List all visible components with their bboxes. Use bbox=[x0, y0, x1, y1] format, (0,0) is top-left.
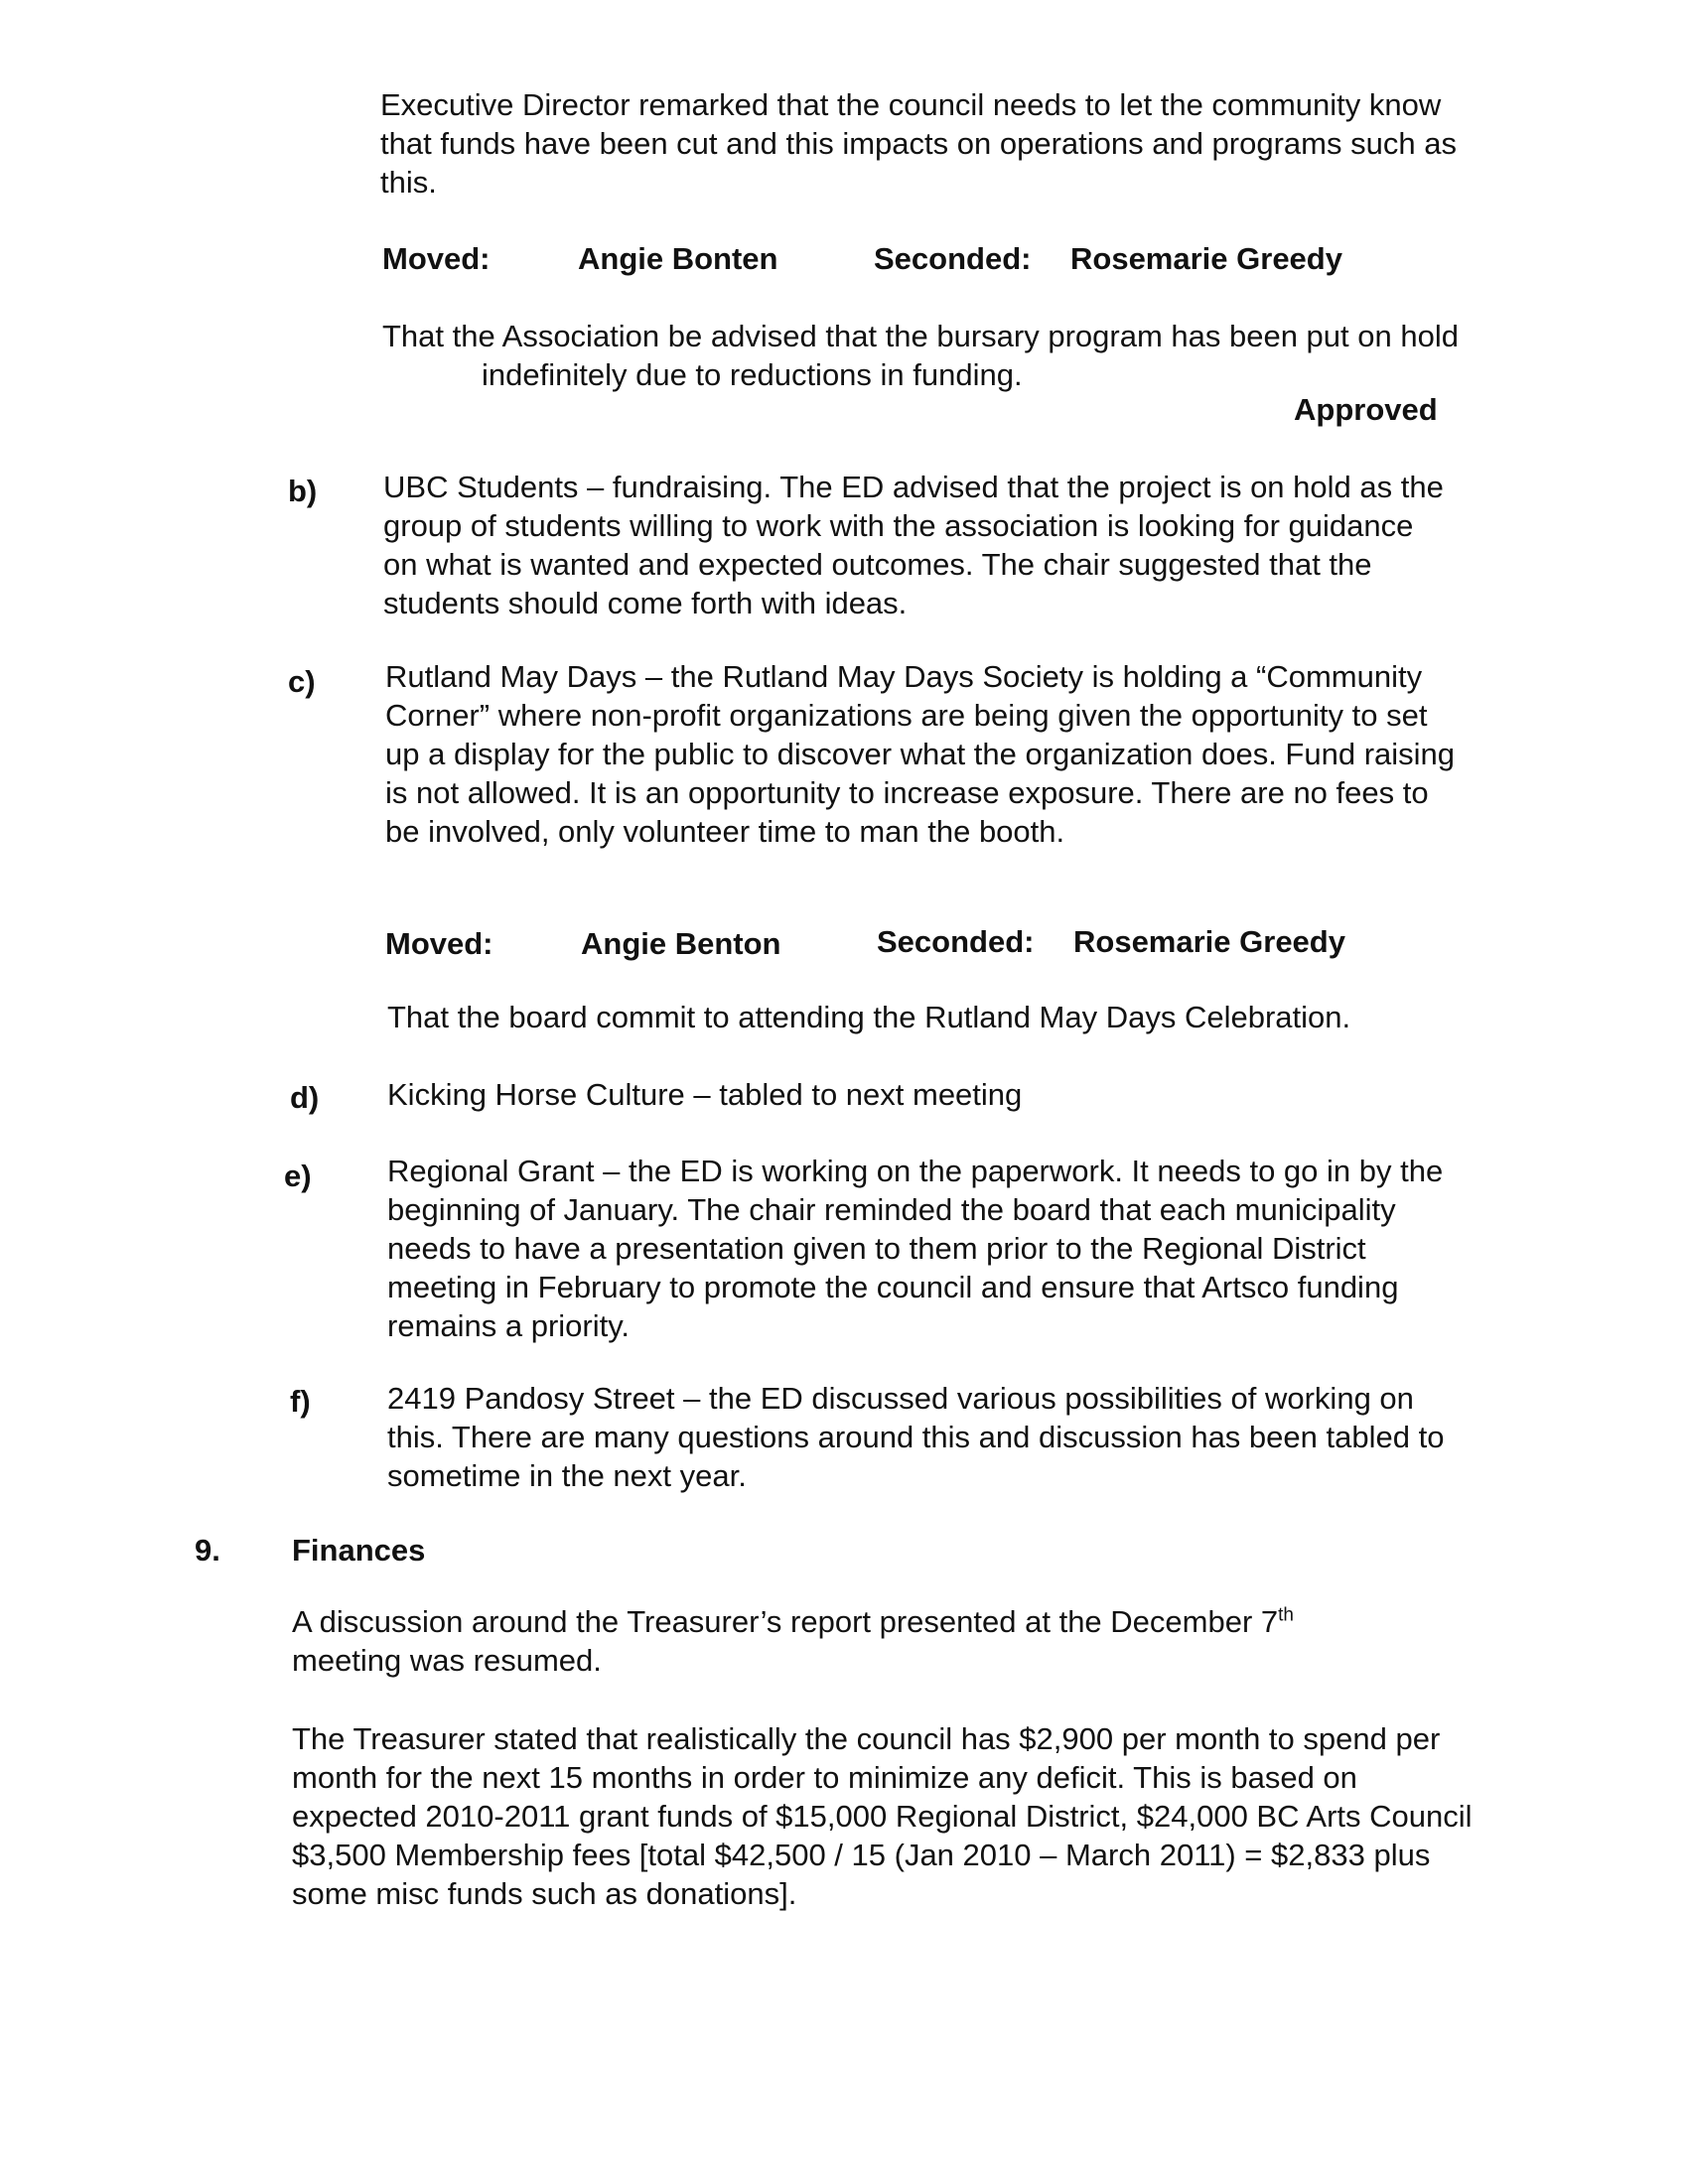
item-d-text: Kicking Horse Culture – tabled to next meeting bbox=[387, 1077, 1023, 1112]
section-9-title: Finances bbox=[292, 1533, 426, 1568]
motion1-seconded-name: Rosemarie Greedy bbox=[1070, 241, 1342, 276]
motion2-moved-name: Angie Benton bbox=[581, 926, 781, 961]
finances-paragraph-1 bbox=[292, 1602, 1404, 1680]
intro-paragraph: Executive Director remarked that the council needs to let the community know that funds have been cut and this impacts on operations and programs such as this. bbox=[380, 87, 1457, 200]
finances-p1-start: A discussion around the Treasurer’s report presented at the December 7 bbox=[292, 1604, 1279, 1639]
motion1-resolution: That the Association be advised that the bursary program has been put on hold indefinitely due to reductions in funding. bbox=[382, 319, 1459, 392]
superscript-th: th bbox=[1278, 1604, 1294, 1626]
motion1-seconded-label: Seconded: bbox=[874, 241, 1032, 276]
motion1-status: Approved bbox=[1294, 392, 1438, 427]
motion1-moved-name: Angie Bonten bbox=[578, 241, 778, 276]
item-c-text: Rutland May Days – the Rutland May Days Society is holding a “Community Corner” where non-profit organizations are being given the opportunity to set up a display for the public to discover what the organization does. Fund raising is not allowed. It is an opportunity to increase exposure. There are no fees to be involved, only volunteer time to man the booth. bbox=[385, 659, 1456, 849]
motion2-resolution: That the board commit to attending the Rutland May Days Celebration. bbox=[387, 1000, 1351, 1034]
item-d-label: d) bbox=[290, 1080, 320, 1115]
finances-p1-end: meeting was resumed. bbox=[292, 1643, 602, 1678]
item-f-label: f) bbox=[290, 1384, 311, 1419]
section-9-number: 9. bbox=[195, 1533, 220, 1568]
motion2-seconded-label: Seconded: bbox=[877, 924, 1035, 959]
motion1-moved-label: Moved: bbox=[382, 241, 491, 276]
item-e-label: e) bbox=[284, 1159, 312, 1193]
item-b-label: b) bbox=[288, 474, 318, 508]
finances-paragraph-2: The Treasurer stated that realistically the council has $2,900 per month to spend per month for the next 15 months in order to minimize any deficit. This is based on expected 2010-2011 grant funds of $15,000 Regional District, $24,000 BC Arts Council $3,500 Membership fees [total $42,500 / 15 (Jan 2010 – March 2011) = $2,833 plus some misc funds such as donations]. bbox=[292, 1721, 1473, 1911]
item-f-text: 2419 Pandosy Street – the ED discussed various possibilities of working on this. There are many questions around this and discussion has been tabled to sometime in the next year. bbox=[387, 1381, 1445, 1493]
item-c-label: c) bbox=[288, 664, 316, 699]
motion2-seconded-name: Rosemarie Greedy bbox=[1073, 924, 1345, 959]
item-e-text: Regional Grant – the ED is working on the paperwork. It needs to go in by the beginning of January. The chair reminded the board that each municipality needs to have a presentation given to them prior to the Regional District meeting in February to promote the council and ensure that Artsco funding remains a priority. bbox=[387, 1154, 1444, 1343]
motion2-moved-label: Moved: bbox=[385, 926, 493, 961]
item-b-text: UBC Students – fundraising. The ED advised that the project is on hold as the group of students willing to work with the association is looking for guidance on what is wanted and expected outcomes. The chair suggested that the students should come forth with ideas. bbox=[383, 470, 1444, 620]
